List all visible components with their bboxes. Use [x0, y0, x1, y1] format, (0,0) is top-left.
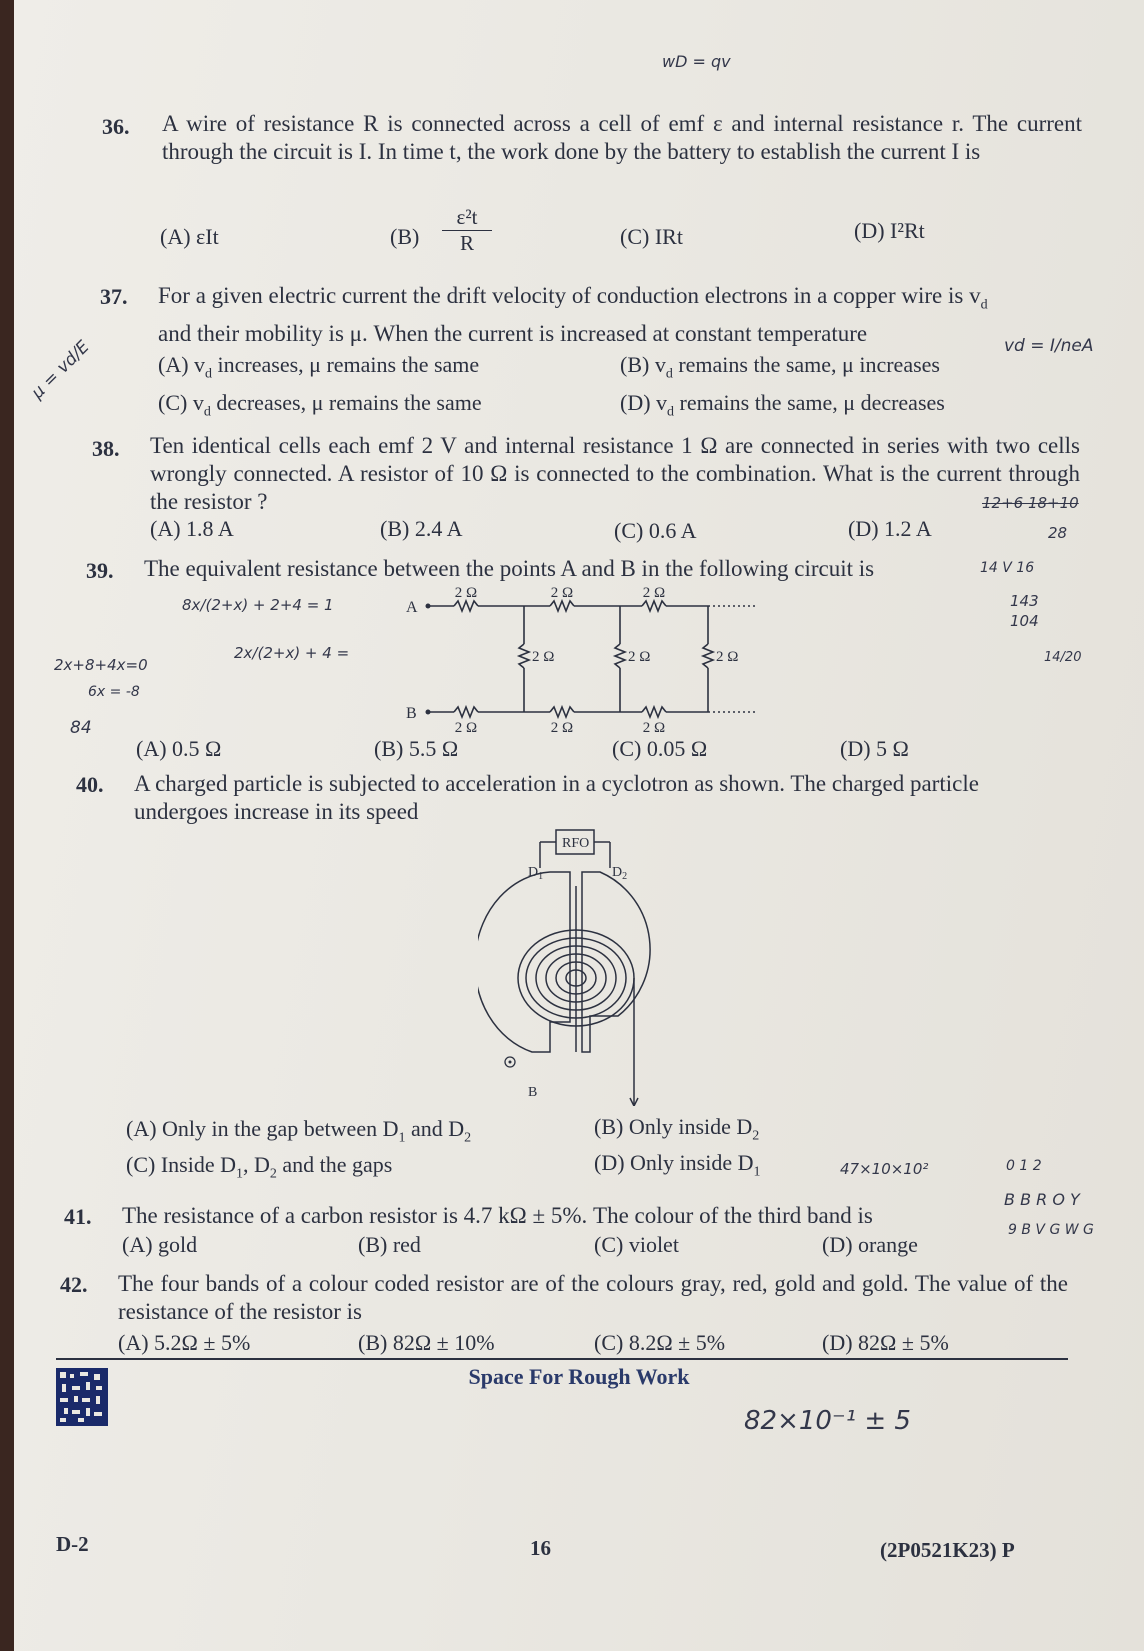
option-a[interactable]: (A) Only in the gap between $D_1$ and $D_2$ [126, 1116, 472, 1146]
resistor-label: 2 Ω [532, 649, 555, 665]
question-number: 36. [102, 114, 130, 139]
resistor-label: 2 Ω [550, 720, 574, 734]
resistor-label: 2 Ω [550, 585, 574, 601]
question-text: The four bands of a colour coded resistor are of the colours gray, red, gold and gold. The value of the resistance of the resistor is [118, 1271, 1068, 1324]
option-c[interactable]: (C) violet [594, 1232, 679, 1257]
handwritten-note: 6x = -8 [88, 684, 140, 700]
page-number: 16 [530, 1536, 551, 1560]
option-c[interactable]: (C) 0.6 A [614, 518, 697, 543]
option-d[interactable]: (D) Only inside $D_1$ [594, 1150, 761, 1180]
question-number: 38. [92, 436, 120, 461]
question-text-line2: and their mobility is μ. When the current is increased at constant temperature [158, 321, 868, 346]
label-b: B [406, 705, 417, 722]
handwritten-note: 12+6 18+10 [982, 494, 1079, 512]
handwritten-note: 8x/(2+x) + 2+4 = 1 [182, 596, 334, 614]
subscript: d [980, 297, 988, 313]
question-number: 42. [60, 1272, 88, 1297]
rfo-label: RFO [562, 836, 590, 851]
handwritten-note: μ = vd/E [27, 337, 94, 403]
handwritten-note: 47×10×10² [840, 1160, 929, 1178]
handwritten-note: wD = qv [662, 52, 731, 71]
option-d[interactable]: (D) 1.2 A [848, 516, 932, 541]
resistor-label: 2 Ω [454, 720, 478, 734]
option-c[interactable]: (C) IRt [620, 224, 683, 249]
handwritten-note: 9 B V G W G [1008, 1222, 1094, 1238]
option-b[interactable]: (B) [390, 224, 420, 249]
resistor-label: 2 Ω [642, 585, 666, 601]
question-text: A charged particle is subjected to acceleration in a cyclotron as shown. The charged particle undergoes increase in its speed [134, 771, 979, 824]
option-b[interactable]: (B) 5.5 Ω [374, 736, 459, 761]
rough-work-label: Space For Rough Work [468, 1364, 690, 1389]
node-a [426, 604, 431, 609]
question-text: The resistance of a carbon resistor is 4.7 kΩ ± 5%. The colour of the third band is [122, 1203, 873, 1228]
option-a[interactable]: (A) $v_d$ increases, μ remains the same [158, 352, 480, 382]
divider [56, 1358, 1068, 1360]
question-number: 37. [100, 284, 128, 309]
question-text: The equivalent resistance between the points A and B in the following circuit is [144, 556, 875, 581]
option-a[interactable]: (A) εIt [160, 224, 219, 249]
handwritten-note: 104 [1010, 612, 1039, 630]
option-c[interactable]: (C) 8.2Ω ± 5% [594, 1330, 726, 1355]
footer-code: D-2 [56, 1532, 89, 1556]
option-b[interactable]: (B) 82Ω ± 10% [358, 1330, 495, 1355]
option-d[interactable]: (D) orange [822, 1232, 918, 1257]
handwritten-note: 0 1 2 [1006, 1158, 1042, 1174]
option-a[interactable]: (A) gold [122, 1232, 198, 1257]
option-c[interactable]: (C) Inside $D_1$, $D_2$ and the gaps [126, 1152, 393, 1182]
handwritten-note: 82×10⁻¹ ± 5 [744, 1406, 911, 1436]
question-number: 41. [64, 1204, 92, 1229]
d2-label: $D_2$ [612, 865, 628, 882]
resistor-label: 2 Ω [628, 649, 651, 665]
handwritten-note: 28 [1048, 524, 1068, 542]
handwritten-note: vd = I/neA [1004, 336, 1094, 356]
option-c[interactable]: (C) 0.05 Ω [612, 736, 708, 761]
option-b[interactable]: (B) 2.4 A [380, 516, 463, 541]
option-d[interactable]: (D) $v_d$ remains the same, μ decreases [620, 390, 945, 420]
handwritten-note: B B R O Y [1004, 1190, 1080, 1209]
exam-page [14, 0, 1144, 1651]
question-number: 40. [76, 772, 104, 797]
handwritten-note: 143 [1010, 592, 1039, 610]
question-text: Ten identical cells each emf 2 V and internal resistance 1 Ω are connected in series with two cells wrongly connected. A resistor of 10 Ω is connected to the combination. What is the current through the resistor ? [150, 433, 1080, 514]
cyclotron-diagram [478, 826, 688, 1106]
label-a: A [406, 599, 418, 616]
question-line: For a given electric current the drift velocity of conduction electrons in a copper wire is v [158, 283, 981, 308]
fraction-numerator: ε²t [442, 205, 492, 231]
node-b [426, 710, 431, 715]
option-d[interactable]: (D) 82Ω ± 5% [822, 1330, 949, 1355]
option-b[interactable]: (B) Only inside $D_2$ [594, 1114, 760, 1144]
d1-label: $D_1$ [528, 865, 544, 882]
option-a[interactable]: (A) 5.2Ω ± 5% [118, 1330, 251, 1355]
handwritten-note: 14/20 [1044, 650, 1082, 665]
handwritten-note: 84 [70, 718, 92, 738]
fraction [442, 205, 492, 256]
circuit-diagram [400, 584, 760, 734]
option-d[interactable]: (D) 5 Ω [840, 736, 909, 761]
resistor-label: 2 Ω [642, 720, 666, 734]
question-text: A wire of resistance R is connected across a cell of emf ε and internal resistance r. The current through the circuit is I. In time t, the work done by the battery to establish the current I is [162, 111, 1082, 164]
paper-code: (2P0521K23) P [880, 1538, 1015, 1562]
option-a[interactable]: (A) 1.8 A [150, 516, 234, 541]
resistor-label: 2 Ω [716, 649, 739, 665]
question-number: 39. [86, 558, 114, 583]
option-c[interactable]: (C) $v_d$ decreases, μ remains the same [158, 390, 482, 420]
question-text [158, 282, 1078, 320]
option-b[interactable]: (B) red [358, 1232, 421, 1257]
b-field-label: B [528, 1085, 538, 1100]
option-b[interactable]: (B) $v_d$ remains the same, μ increases [620, 352, 940, 382]
handwritten-note: 2x/(2+x) + 4 = [234, 644, 350, 662]
resistor-label: 2 Ω [454, 585, 478, 601]
option-d[interactable]: (D) I²Rt [854, 218, 925, 243]
handwritten-note: 2x+8+4x=0 [54, 656, 148, 674]
fraction-denominator: R [459, 231, 474, 255]
handwritten-note: 14 V 16 [980, 560, 1035, 576]
option-a[interactable]: (A) 0.5 Ω [136, 736, 222, 761]
